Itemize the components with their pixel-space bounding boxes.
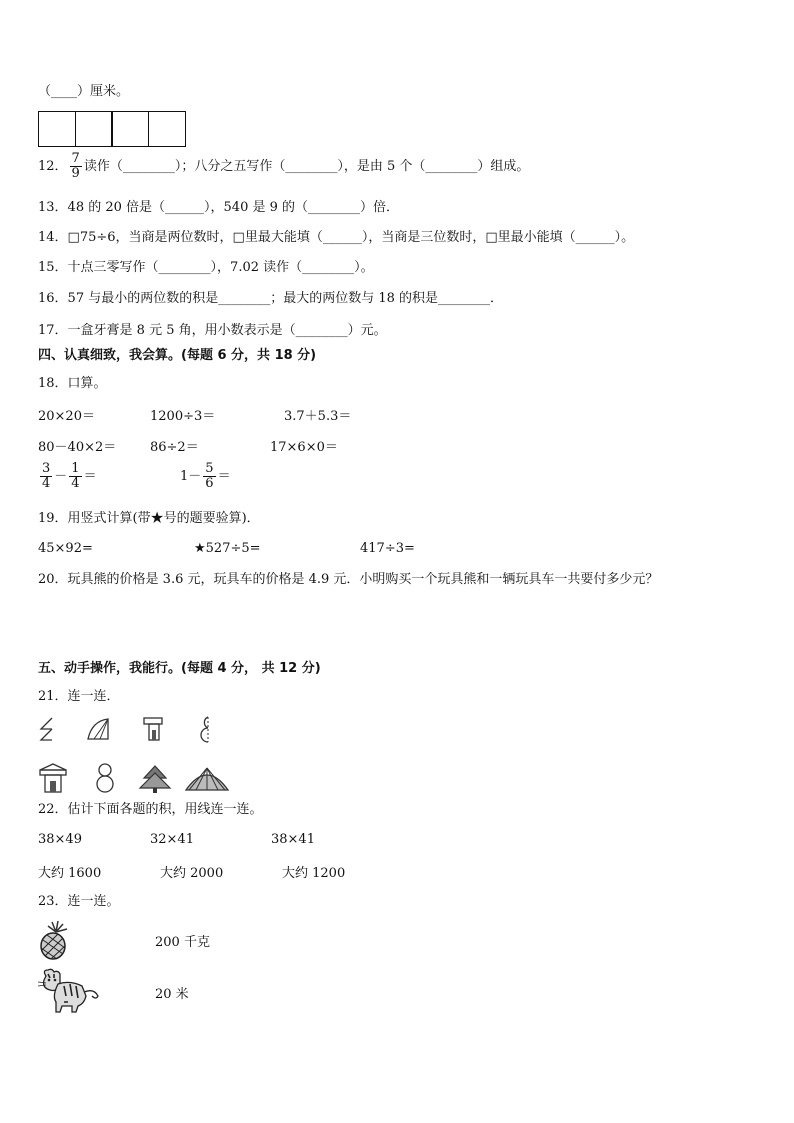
section-5-heading: 五、动手操作，我能行。(每题 4 分， 共 12 分)	[38, 661, 321, 676]
calc-item: 45×92=	[38, 541, 93, 556]
grid-cell[interactable]	[38, 111, 76, 147]
question-14: 14．□75÷6，当商是两位数时，□里最大能填（______），当商是三位数时，□里最小能填（______）。	[38, 230, 635, 245]
match-label[interactable]: 200 千克	[155, 935, 210, 950]
question-12	[38, 152, 529, 181]
calc-item: 1200÷3＝	[150, 409, 216, 424]
half-house-icon	[142, 716, 164, 742]
snowman-icon	[94, 762, 116, 794]
calc-item: ★527÷5=	[194, 541, 261, 556]
tree-icon	[138, 764, 172, 794]
fraction	[69, 462, 81, 491]
pineapple-icon[interactable]	[36, 920, 72, 960]
fraction-calc-1	[38, 462, 97, 491]
operand: 1－	[180, 469, 202, 484]
half-umbrella-icon	[86, 717, 112, 741]
equals: ＝	[217, 469, 231, 484]
tiger-icon[interactable]	[36, 966, 100, 1014]
fraction	[70, 152, 82, 181]
calc-item: 20×20＝	[38, 409, 95, 424]
question-20: 20．玩具熊的价格是 3.6 元，玩具车的价格是 4.9 元．小明购买一个玩具熊和一辆玩具车一共要付多少元？	[38, 572, 659, 587]
equals: ＝	[83, 469, 97, 484]
question-15: 15．十点三零写作（________），7.02 读作（________）。	[38, 260, 374, 275]
grid-cell[interactable]	[148, 111, 186, 147]
numerator: 1	[71, 461, 80, 476]
numerator: 5	[205, 461, 214, 476]
product-item[interactable]: 38×41	[271, 832, 315, 847]
estimate-item[interactable]: 大约 2000	[160, 866, 224, 881]
product-item[interactable]: 38×49	[38, 832, 82, 847]
denominator: 4	[42, 476, 51, 491]
fraction	[40, 462, 52, 491]
fraction	[203, 462, 215, 491]
operator: －	[54, 469, 68, 484]
calc-item: 3.7＋5.3＝	[284, 409, 352, 424]
calc-item: 86÷2＝	[150, 440, 199, 455]
fraction-calc-2	[180, 462, 231, 491]
half-roof-icon	[38, 716, 58, 742]
q11-tail: （____）厘米。	[38, 84, 130, 99]
house-icon	[38, 762, 68, 794]
question-17: 17．一盒牙膏是 8 元 5 角，用小数表示是（________）元。	[38, 323, 387, 338]
estimate-item[interactable]: 大约 1600	[38, 866, 102, 881]
answer-grid	[38, 111, 186, 147]
question-number: 12．	[38, 159, 68, 174]
denominator: 9	[71, 166, 80, 181]
calc-item: 417÷3=	[360, 541, 415, 556]
question-text: 读作（________）；八分之五写作（________），是由 5 个（________）组成。	[83, 159, 530, 174]
question-13: 13．48 的 20 倍是（______），540 是 9 的（________）倍．	[38, 200, 400, 215]
question-23-title: 23．连一连。	[38, 894, 120, 909]
half-snowman-icon	[196, 715, 212, 743]
grid-cell[interactable]	[111, 111, 149, 147]
section-4-heading: 四、认真细致，我会算。(每题 6 分，共 18 分)	[38, 348, 317, 363]
estimate-item[interactable]: 大约 1200	[282, 866, 346, 881]
match-label[interactable]: 20 米	[155, 987, 189, 1002]
umbrella-icon	[184, 766, 230, 792]
question-22-title: 22．估计下面各题的积，用线连一连。	[38, 802, 263, 817]
question-16: 16．57 与最小的两位数的积是________；最大的两位数与 18 的积是________．	[38, 291, 504, 306]
question-18-title: 18．口算。	[38, 376, 107, 391]
question-19-title: 19．用竖式计算(带★号的题要验算)．	[38, 511, 260, 526]
numerator: 3	[42, 461, 51, 476]
numerator: 7	[71, 151, 80, 166]
denominator: 6	[205, 476, 214, 491]
calc-item: 17×6×0＝	[270, 440, 338, 455]
calc-item: 80－40×2＝	[38, 440, 117, 455]
grid-cell[interactable]	[75, 111, 113, 147]
question-21-title: 21．连一连．	[38, 689, 120, 704]
denominator: 4	[71, 476, 80, 491]
product-item[interactable]: 32×41	[150, 832, 194, 847]
